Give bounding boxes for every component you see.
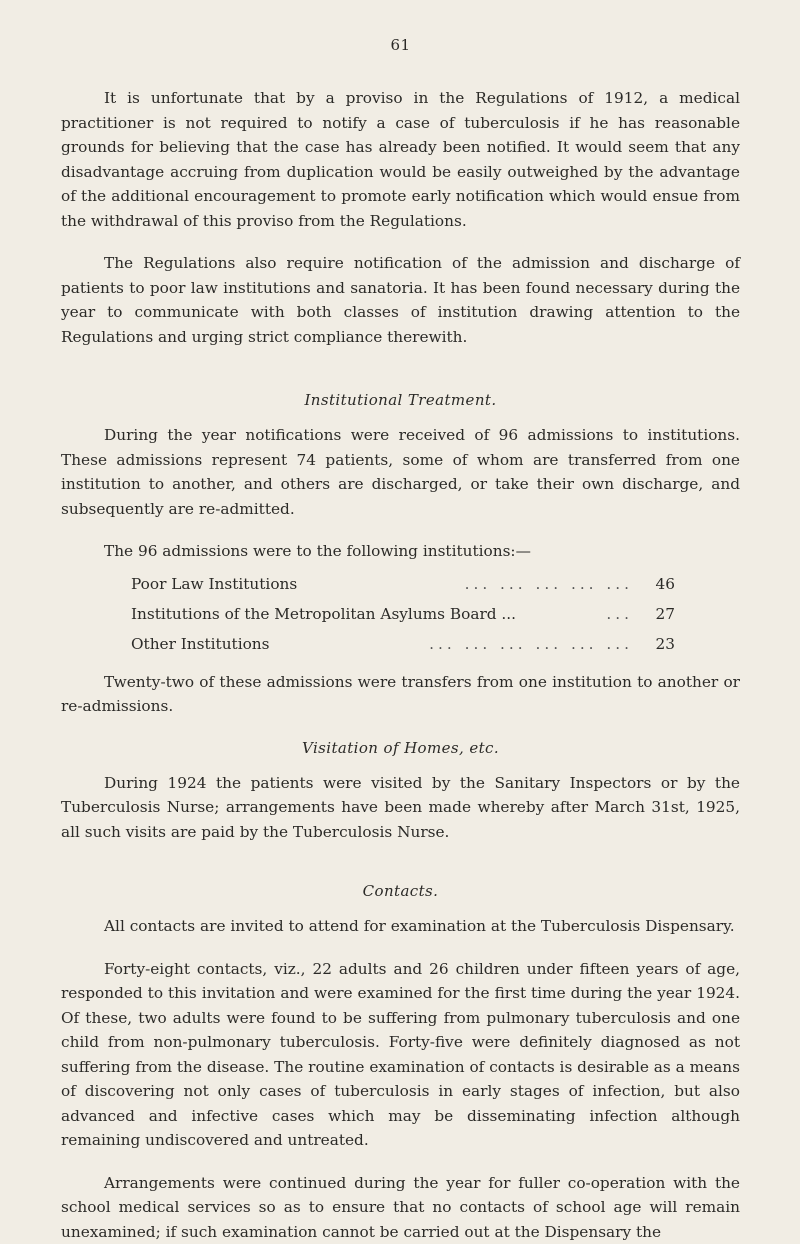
list-item-label: Other Institutions <box>131 632 270 657</box>
list-item-value: 46 <box>641 572 675 597</box>
leader-dots: ... ... ... ... ... ... <box>270 632 641 657</box>
section-heading-contacts: Contacts. <box>61 882 740 900</box>
list-item-label: Poor Law Institutions <box>131 572 297 597</box>
leader-dots: ... ... ... ... ... <box>297 572 641 597</box>
leader-dots: ... <box>516 602 641 627</box>
paragraph-regulations: The Regulations also require notification of the admission and discharge of patients to poor law institutions and sanatoria. It has been found necessary during the year to communicate with both classes of institution drawing attention to the Regulations and urging strict compliance therewith. <box>61 251 740 349</box>
section-heading-visitation: Visitation of Homes, etc. <box>61 739 740 757</box>
list-item-other <box>61 632 740 662</box>
paragraph-visitation: During 1924 the patients were visited by the Sanitary Inspectors or by the Tuberculosis Nurse; arrangements have been made whereby after March 31st, 1925, all such visits are paid by the Tuberculosis Nurse. <box>61 771 740 845</box>
paragraph-admissions: During the year notifications were received of 96 admissions to institutions. These admissions represent 74 patients, some of whom are transferred from one institution to another, and others are discharged, or take their own discharge, and subsequently are re-admitted. <box>61 423 740 521</box>
section-heading-institutional-treatment: Institutional Treatment. <box>61 391 740 409</box>
paragraph-contacts-invited: All contacts are invited to attend for examination at the Tuberculosis Dispensary. <box>61 914 740 939</box>
list-item-value: 27 <box>641 602 675 627</box>
paragraph-contacts-examined: Forty-eight contacts, viz., 22 adults and 26 children under fifteen years of age, responded to this invitation and were examined for the first time during the year 1924. Of these, two adults were found to be suffering from pulmonary tuberculosis and one child from non-pulmonary tuberculosis. Forty-five were definitely diagnosed as not suffering from the disease. The routine examination of contacts is desirable as a means of discovering not only cases of tuberculosis in early stages of infection, but also advanced and infective cases which may be disseminating infection although remaining undiscovered and untreated. <box>61 957 740 1153</box>
list-item-value: 23 <box>641 632 675 657</box>
paragraph-transfers: Twenty-two of these admissions were transfers from one institution to another or re-admissions. <box>61 670 740 719</box>
list-intro: The 96 admissions were to the following institutions:— <box>61 539 740 564</box>
list-item-poor-law <box>61 572 740 602</box>
paragraph-proviso: It is unfortunate that by a proviso in the Regulations of 1912, a medical practitioner is not required to notify a case of tuberculosis if he has reasonable grounds for believing that the case has already been notified. It would seem that any disadvantage accruing from duplication would be easily outweighed by the advantage of the additional encouragement to promote early notification which would ensue from the withdrawal of this proviso from the Regulations. <box>61 86 740 233</box>
page-number: 61 <box>61 36 740 54</box>
list-item-metropolitan-asylums <box>61 602 740 632</box>
institutions-list <box>61 572 740 662</box>
list-item-label: Institutions of the Metropolitan Asylums Board ... <box>131 602 516 627</box>
paragraph-school-cooperation: Arrangements were continued during the year for fuller co-operation with the school medical services so as to ensure that no contacts of school age will remain unexamined; if such examination cannot be carried out at the Dispensary the <box>61 1171 740 1244</box>
